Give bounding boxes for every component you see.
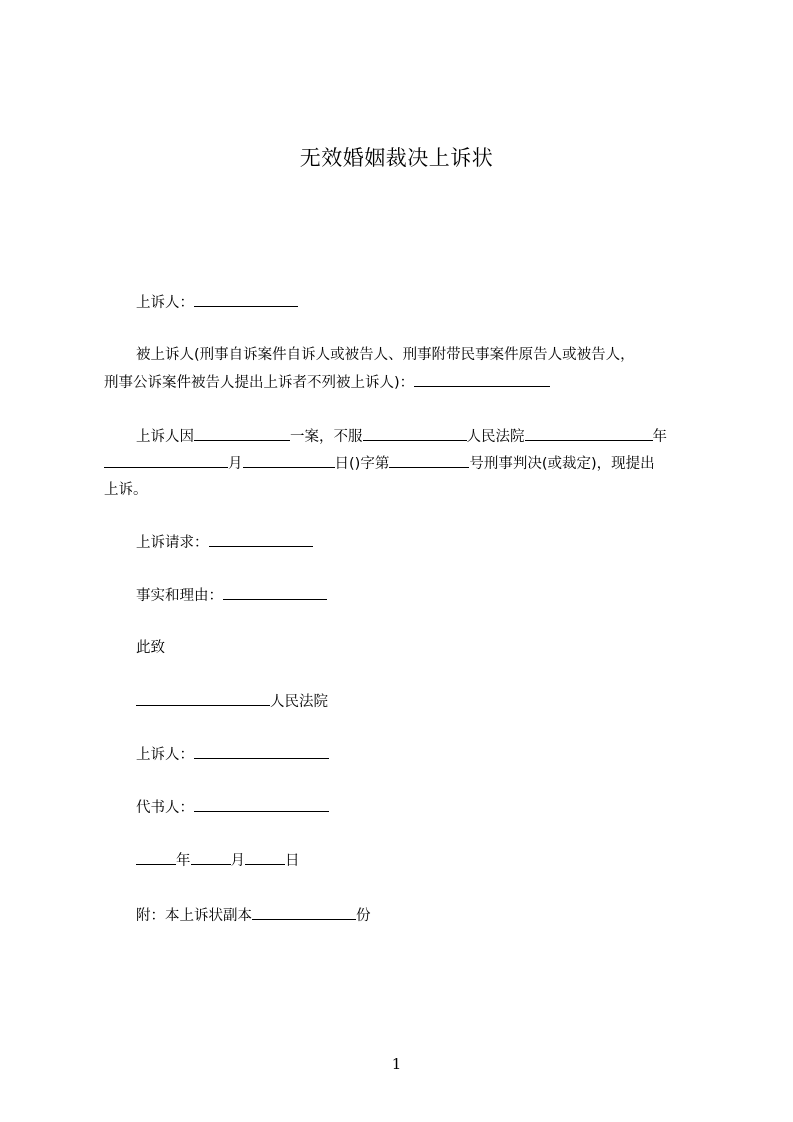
page-number: 1 [391,1055,402,1073]
date-day-blank[interactable] [245,850,285,865]
date-day-label: 日 [285,853,300,869]
appellee-line-2 [104,372,710,393]
month-blank[interactable] [243,453,335,468]
sign-appellant-label: 上诉人： [136,747,194,763]
reason-text-7: 号刑事判决(或裁定)，现提出 [469,456,655,472]
reason-line-1 [104,426,710,447]
court-name-blank[interactable] [363,426,467,441]
number-blank[interactable] [389,453,469,468]
reason-text-4: 年 [652,429,667,445]
attachment-line [104,905,710,926]
date-year-blank[interactable] [136,850,176,865]
sign-writer-line [104,797,710,818]
sign-writer-blank[interactable] [194,797,329,812]
reason-text-2: 一案，不服 [290,429,363,445]
request-blank[interactable] [209,532,313,547]
attachment-blank[interactable] [252,905,356,920]
appellee-line-1: 被上诉人(刑事自诉案件自诉人或被告人、刑事附带民事案件原告人或被告人， [136,347,635,363]
year-value-blank[interactable] [104,453,228,468]
sign-appellant-line [104,744,710,765]
reason-text-6: 日()字第 [334,456,390,472]
court-line [104,691,710,712]
document-title: 无效婚姻裁决上诉状 [299,146,494,170]
appellant-label: 上诉人： [136,295,194,311]
court-blank[interactable] [136,691,270,706]
attachment-unit: 份 [356,908,371,924]
appellee-blank[interactable] [414,372,550,387]
salutation: 此致 [136,640,165,656]
facts-label: 事实和理由： [136,588,223,604]
appellant-blank[interactable] [194,292,298,307]
sign-appellant-blank[interactable] [194,744,329,759]
reason-text-5: 月 [228,456,243,472]
facts-blank[interactable] [223,585,327,600]
reason-line-3: 上诉。 [104,482,148,498]
attachment-label: 附：本上诉状副本 [136,908,252,924]
court-suffix: 人民法院 [270,694,328,710]
request-line [104,532,710,553]
reason-line-2 [104,453,710,474]
date-month-blank[interactable] [191,850,231,865]
facts-line [104,585,710,606]
date-month-label: 月 [230,853,245,869]
date-line [104,850,710,871]
appellant-line [104,292,710,313]
appellee-label: 刑事公诉案件被告人提出上诉者不列被上诉人)： [104,375,415,391]
sign-writer-label: 代书人： [136,800,194,816]
year-blank[interactable] [525,426,653,441]
reason-text-3: 人民法院 [466,429,525,445]
reason-text-1: 上诉人因 [136,429,194,445]
request-label: 上诉请求： [136,535,209,551]
date-year-label: 年 [176,853,191,869]
case-name-blank[interactable] [194,426,290,441]
